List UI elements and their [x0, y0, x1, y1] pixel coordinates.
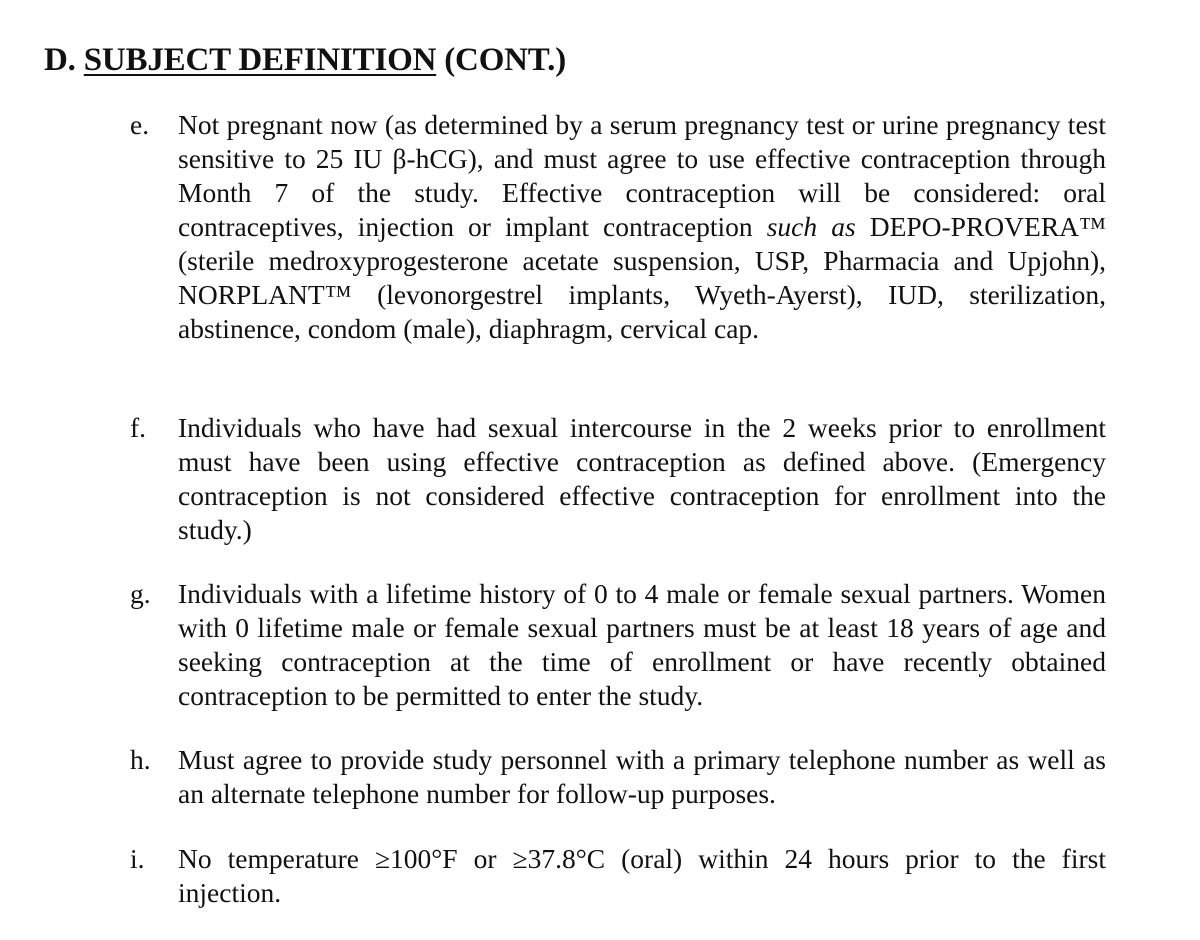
heading-suffix: (CONT.)	[436, 42, 566, 78]
list-item-h	[130, 743, 1106, 811]
item-e-text-part-1: Not pregnant now (as determined by a serum pregnancy test or urine pregnancy test sensitive to 25 IU β-hCG), and must agree to use effective contraception through Month 7 of the study. Effective contraception will be considered: oral contraceptives, injection or implant contraception	[178, 109, 1106, 242]
heading-title: SUBJECT DEFINITION	[83, 42, 437, 78]
item-letter: f.	[130, 412, 147, 443]
item-e-text-part-2: DEPO-PROVERA™ (sterile medroxyprogesterone acetate suspension, USP, Pharmacia and Upjohn), NORPLANT™ (levonorgestrel implants, Wyeth-Ayerst), IUD, sterilization, abstinence, condom (male), diaphragm, cervical cap.	[178, 211, 1106, 344]
item-body: Must agree to provide study personnel with a primary telephone number as well as an alternate telephone number for follow-up purposes.	[178, 744, 1106, 809]
list-item-e	[130, 108, 1106, 346]
heading-prefix: D.	[44, 42, 84, 78]
item-letter: i.	[130, 843, 145, 874]
item-letter: e.	[130, 109, 150, 140]
item-body	[178, 108, 1106, 346]
list-item-i	[130, 842, 1106, 910]
item-letter: h.	[130, 744, 151, 775]
list-item-g	[130, 577, 1106, 713]
list-item-f	[130, 411, 1106, 547]
item-e-italic-text: such as	[766, 211, 856, 242]
item-body: No temperature ≥100°F or ≥37.8°C (oral) within 24 hours prior to the first injection.	[178, 843, 1106, 908]
section-heading	[44, 38, 566, 82]
item-body: Individuals who have had sexual intercourse in the 2 weeks prior to enrollment must have been using effective contraception as defined above. (Emergency contraception is not considered effective contraception for enrollment into the study.)	[178, 412, 1106, 545]
item-body: Individuals with a lifetime history of 0 to 4 male or female sexual partners. Women with 0 lifetime male or female sexual partners must be at least 18 years of age and seeking contraception at the time of enrollment or have recently obtained contraception to be permitted to enter the study.	[178, 578, 1106, 711]
item-letter: g.	[130, 578, 151, 609]
